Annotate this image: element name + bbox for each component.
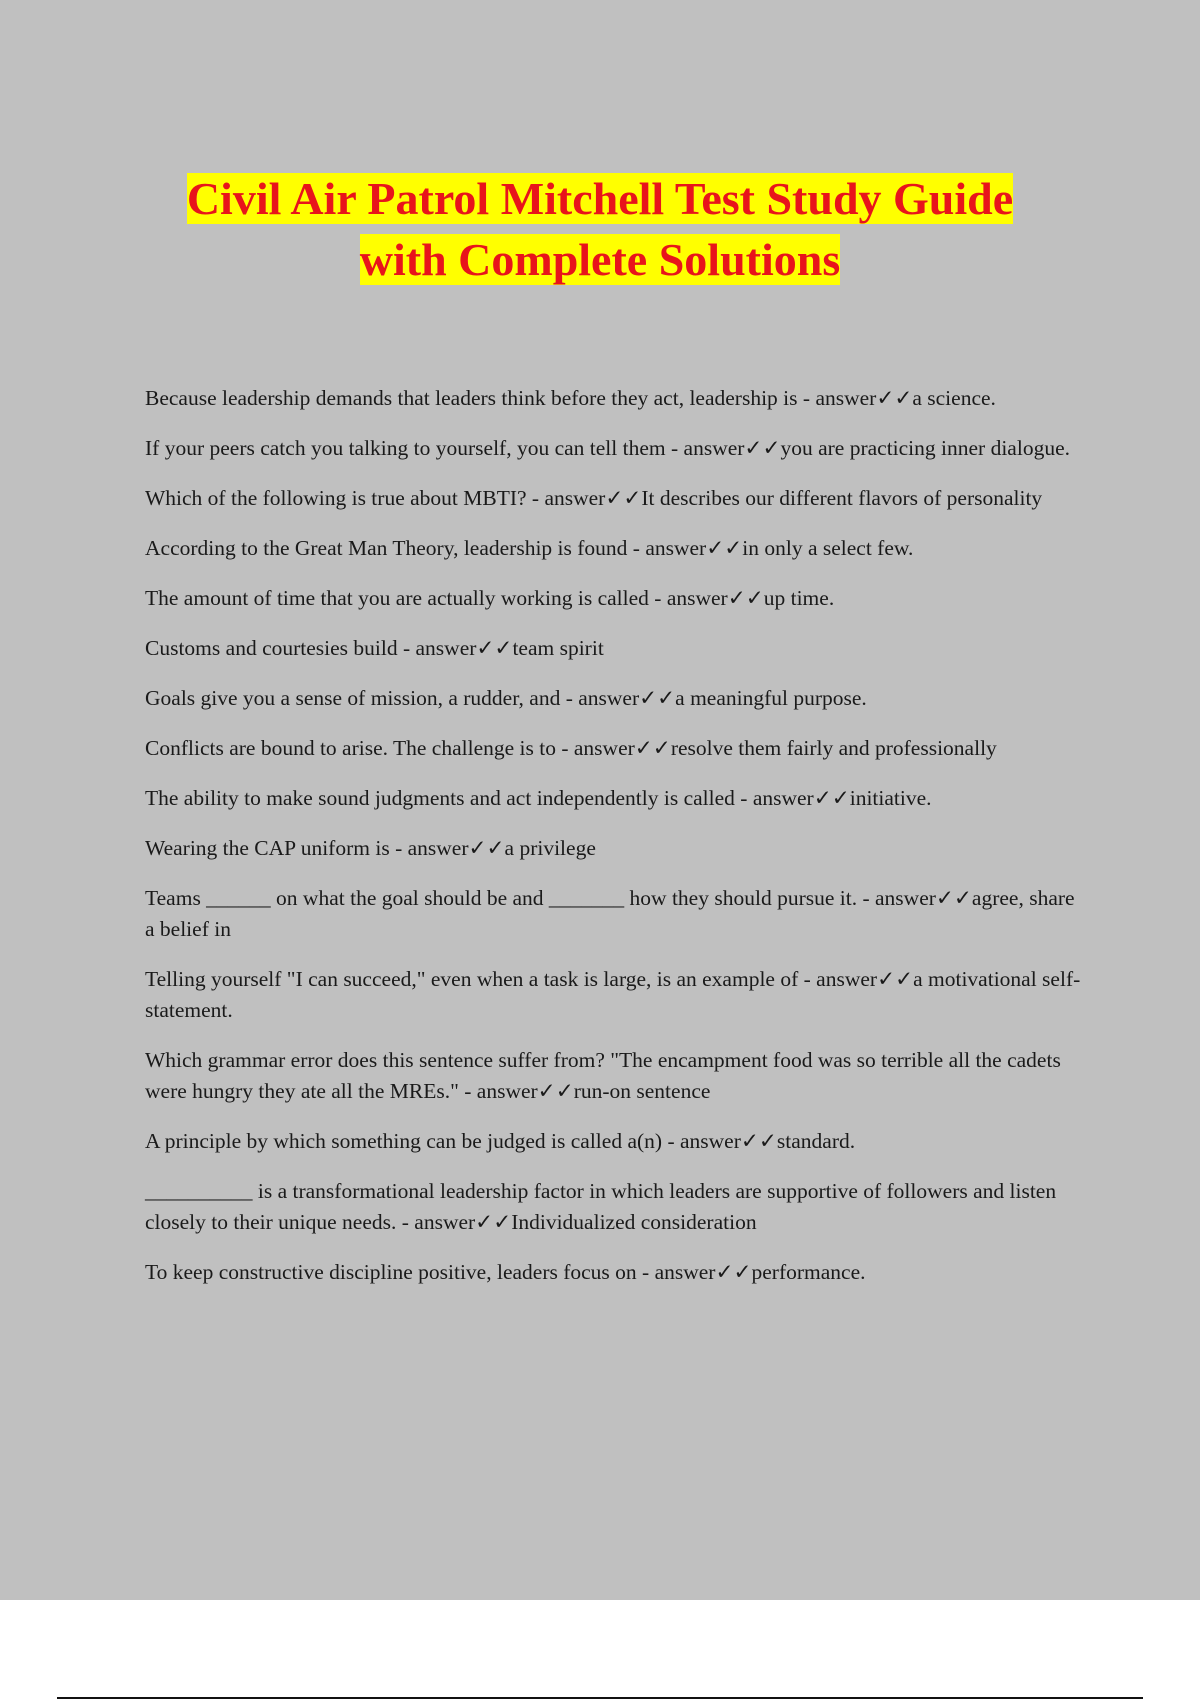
qa-item: [145, 433, 1085, 464]
answer-marker: - answer✓✓: [797, 386, 913, 410]
answer-marker: - answer✓✓: [648, 586, 764, 610]
question-text: Wearing the CAP uniform is: [145, 836, 390, 860]
question-text: __________ is a transformational leadership factor in which leaders are supportive of followers and listen closely to their unique needs.: [145, 1179, 1057, 1234]
qa-item: [145, 383, 1085, 414]
question-text: Which of the following is true about MBTI?: [145, 486, 527, 510]
answer-marker: - answer✓✓: [389, 836, 505, 860]
qa-item: [145, 1176, 1085, 1238]
question-text: To keep constructive discipline positive, leaders focus on: [145, 1260, 637, 1284]
answer-marker: - answer✓✓: [396, 1210, 512, 1234]
qa-item: [145, 583, 1085, 614]
answer-text: a science.: [912, 386, 996, 410]
question-text: The amount of time that you are actually working is called: [145, 586, 649, 610]
answer-text: a privilege: [504, 836, 596, 860]
answer-marker: - answer✓✓: [798, 967, 914, 991]
qa-item: [145, 1045, 1085, 1107]
qa-item: [145, 683, 1085, 714]
title-line-2: with Complete Solutions: [359, 234, 841, 285]
answer-marker: - answer✓✓: [636, 1260, 752, 1284]
question-text: A principle by which something can be judged is called a(n): [145, 1129, 663, 1153]
footer-divider: [57, 1697, 1143, 1699]
answer-text: run-on sentence: [573, 1079, 711, 1103]
qa-item: [145, 633, 1085, 664]
qa-item: [145, 733, 1085, 764]
answer-text: a motivational self-statement.: [145, 967, 1081, 1022]
question-text: If your peers catch you talking to yourself, you can tell them: [145, 436, 666, 460]
question-text: Conflicts are bound to arise. The challenge is to: [145, 736, 556, 760]
answer-text: Individualized consideration: [511, 1210, 757, 1234]
document-title: [100, 168, 1100, 290]
answer-marker: - answer✓✓: [526, 486, 642, 510]
answer-marker: - answer✓✓: [560, 686, 676, 710]
question-text: Because leadership demands that leaders think before they act, leadership is: [145, 386, 798, 410]
question-text: The ability to make sound judgments and act independently is called: [145, 786, 735, 810]
answer-text: agree, share a belief in: [145, 886, 1075, 941]
answer-text: in only a select few.: [742, 536, 914, 560]
answer-text: standard.: [776, 1129, 856, 1153]
question-text: Customs and courtesies build: [145, 636, 398, 660]
answer-marker: - answer✓✓: [627, 536, 743, 560]
answer-marker: - answer✓✓: [734, 786, 850, 810]
answer-marker: - answer✓✓: [857, 886, 972, 910]
qa-item: [145, 833, 1085, 864]
question-text: Which grammar error does this sentence suffer from? "The encampment food was so terrible all the cadets were hungry they ate all the MREs.": [145, 1048, 1061, 1103]
answer-marker: - answer✓✓: [458, 1079, 574, 1103]
answer-marker: - answer✓✓: [665, 436, 781, 460]
answer-text: team spirit: [512, 636, 604, 660]
question-answer-list: [145, 383, 1085, 1307]
answer-marker: - answer✓✓: [555, 736, 671, 760]
question-text: Teams ______ on what the goal should be and _______ how they should pursue it.: [145, 886, 858, 910]
answer-text: you are practicing inner dialogue.: [780, 436, 1070, 460]
answer-text: It describes our different flavors of personality: [641, 486, 1043, 510]
qa-item: [145, 964, 1085, 1026]
qa-item: [145, 1126, 1085, 1157]
answer-marker: - answer✓✓: [662, 1129, 777, 1153]
qa-item: [145, 1257, 1085, 1288]
question-text: Goals give you a sense of mission, a rudder, and: [145, 686, 561, 710]
answer-text: up time.: [763, 586, 835, 610]
title-line-1: Civil Air Patrol Mitchell Test Study Guide: [186, 173, 1014, 224]
answer-text: resolve them fairly and professionally: [670, 736, 997, 760]
qa-item: [145, 783, 1085, 814]
qa-item: [145, 883, 1085, 945]
answer-text: performance.: [751, 1260, 866, 1284]
answer-text: a meaningful purpose.: [675, 686, 867, 710]
qa-item: [145, 483, 1085, 514]
qa-item: [145, 533, 1085, 564]
answer-text: initiative.: [849, 786, 932, 810]
question-text: According to the Great Man Theory, leadership is found: [145, 536, 628, 560]
question-text: Telling yourself "I can succeed," even when a task is large, is an example of: [145, 967, 799, 991]
answer-marker: - answer✓✓: [397, 636, 513, 660]
